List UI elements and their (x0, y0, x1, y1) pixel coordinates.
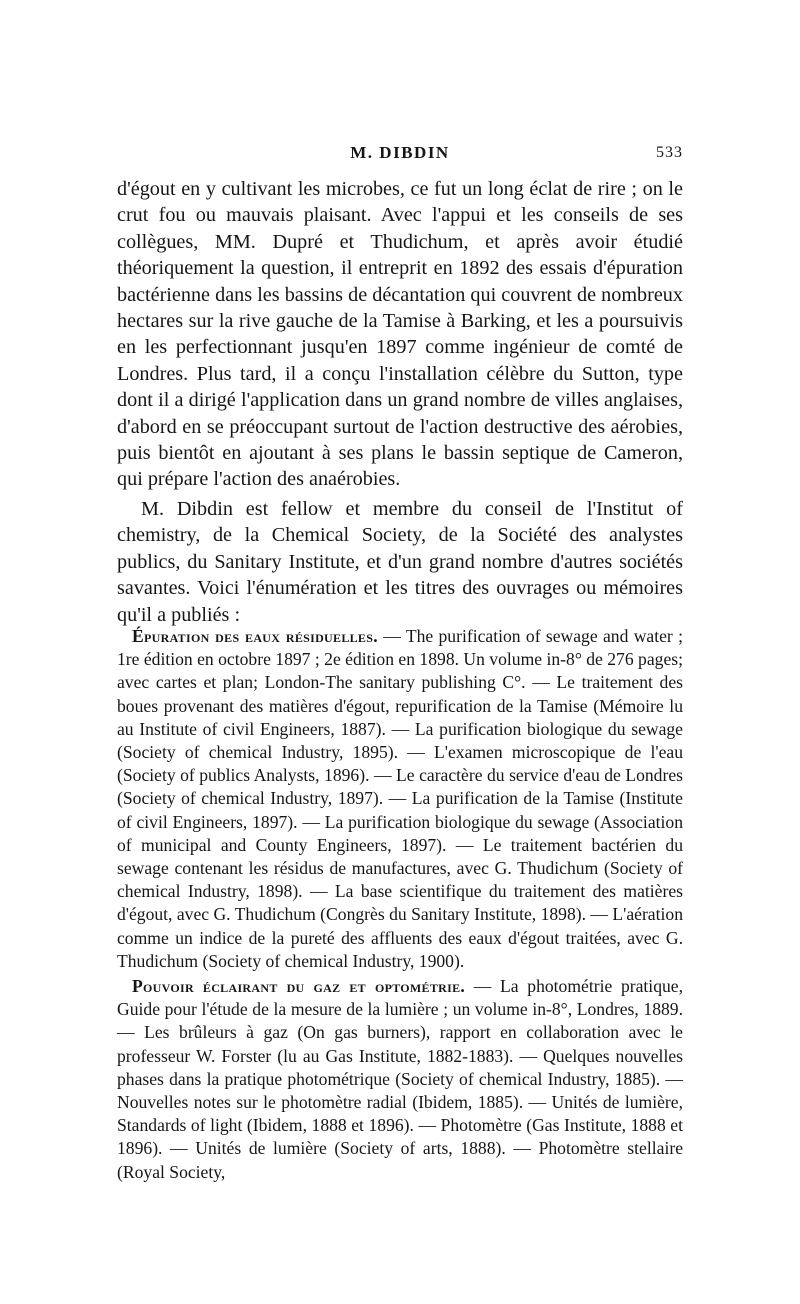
main-text (117, 176, 683, 628)
bibliography-entry-pouvoir-eclairant (117, 975, 683, 1184)
entry-title: Pouvoir éclairant du gaz et optométrie. (132, 976, 466, 997)
paragraph-1: d'égout en y cultivant les microbes, ce fut un long éclat de rire ; on le crut fou ou mauvais plaisant. Avec l'appui et les conseils de ses collègues, MM. Dupré et Thudichum, et après avoir étudié théoriquement la question, il entreprit en 1892 des essais d'épuration bactérienne dans les bassins de décantation qui couvrent de nombreux hectares sur la rive gauche de la Tamise à Barking, et les a poursuivis en les perfectionnant jusqu'en 1897 comme ingénieur de comté de Londres. Plus tard, il a conçu l'installation célèbre du Sutton, type dont il a dirigé l'application dans un grand nombre de villes anglaises, d'abord en se préoccupant surtout de l'action destructive des aérobies, puis bientôt en ajoutant à ses plans le bassin septique de Cameron, qui prépare l'action des anaérobies. (117, 178, 683, 491)
page-number: 533 (656, 144, 683, 161)
paragraph-2: M. Dibdin est fellow et membre du conseil de l'Institut of chemistry, de la Chemical Society, de la Société des analystes publics, du Sanitary Institute, et d'un grand nombre d'autres sociétés savantes. Voici l'énumération et les titres des ouvrages ou mémoires qu'il a publiés : (117, 497, 683, 626)
entry-title: Épuration des eaux résiduelles. (132, 626, 378, 646)
bibliography (117, 625, 683, 1186)
running-title: M. DIBDIN (350, 143, 450, 162)
bibliography-entry-epuration (117, 625, 683, 973)
page-header (117, 143, 683, 169)
entry-text: — The purification of sewage and water ; 1re édition en octobre 1897 ; 2e édition en 1898. Un volume in-8° de 276 pages; avec cartes et plan; London-The sanitary publishing C°. — Le traitement des boues provenant des matières d'égout, repurification de la Tamise (Mémoire lu au Institute of civil Engineers, 1887). — La purification biologique du sewage (Society of chemical Industry, 1895). — L'examen microscopique de l'eau (Society of publics Analysts, 1896). — Le caractère du service d'eau de Londres (Society of chemical Industry, 1897). — La purification de la Tamise (Institute of civil Engineers, 1897). — La purification biologique du sewage (Association of municipal and County Engineers, 1897). — Le traitement bactérien du sewage contenant les résidus de manufactures, avec G. Thudichum (Society of chemical Industry, 1898). — La base scientifique du traitement des matières d'égout, avec G. Thudichum (Congrès du Sanitary Institute, 1898). — L'aération comme un indice de la pureté des affluents des eaux d'égout traitées, avec G. Thudichum (Society of chemical Industry, 1900). (117, 626, 684, 971)
entry-text: — La photométrie pratique, Guide pour l'étude de la mesure de la lumière ; un volume in-8°, Londres, 1889. — Les brûleurs à gaz (On gas burners), rapport en collaboration avec le professeur W. Forster (lu au Gas Institute, 1882-1883). — Quelques nouvelles phases dans la pratique photométrique (Society of chemical Industry, 1885). — Nouvelles notes sur le photomètre radial (Ibidem, 1885). — Unités de lumière, Standards of light (Ibidem, 1888 et 1896). — Photomètre (Gas Institute, 1888 et 1896). — Unités de lumière (Society of arts, 1888). — Photomètre stellaire (Royal Society, (117, 976, 683, 1182)
